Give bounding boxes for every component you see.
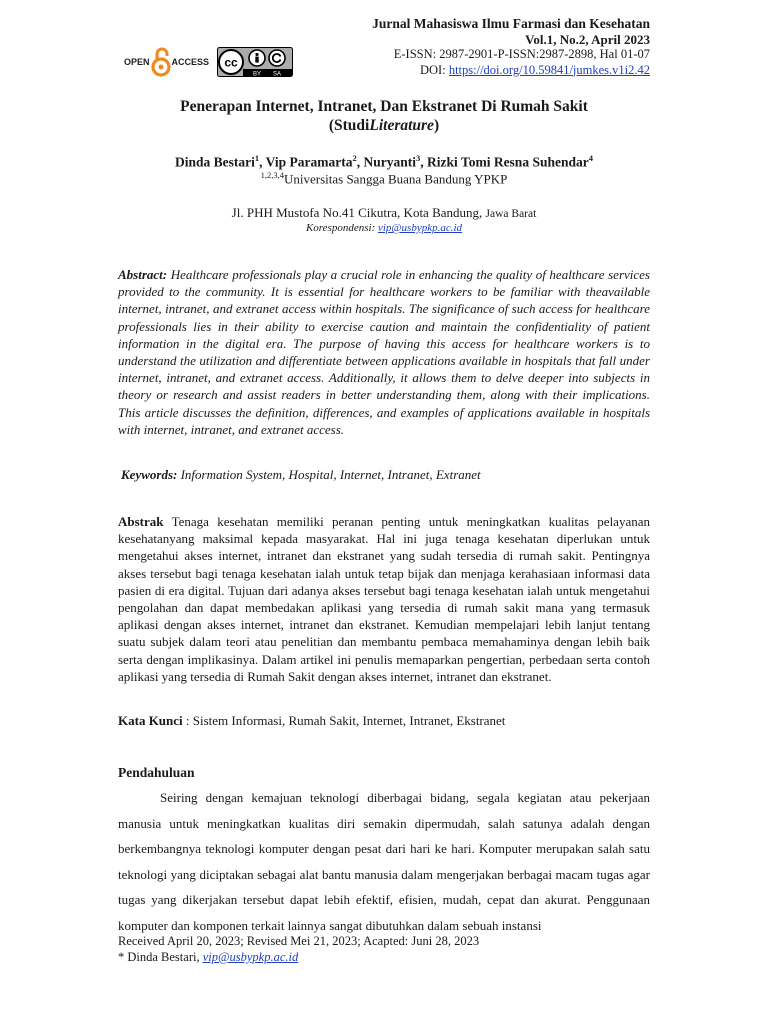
keywords-indonesian [118,713,650,729]
keywords-indonesian-label: Kata Kunci [118,713,183,728]
author-2-sup: 2 [352,153,357,163]
abstract-indonesian-text: Tenaga kesehatan memiliki peranan penting untuk meningkatkan kualitas pelayanan kesehatanyang maksimal kepada masyarakat. Hal ini juga tenaga kesehatan diperlukan untuk mengetahui akses internet, intranet dan ekstranet yang sudah tersedia di rumah sakit. Pentingnya akses tersebut bagi tenaga kesehatan ialah untuk tetap bijak dan menjaga kerahasiaan informasi data pasien di era digital. Tujuan dari adanya akses tersebut bagi tenaga kesehatan ialah untuk mengetahui pengolahan dan dapat membedakan aplikasi yang tersedia di rumah sakit mana yang termasuk aplikasi dengan akses internet, intranet dan ekstranet. Kemudian mempelajari lebih lanjut tentang suatu subjek dalam teori atau penelitian dan membantu pembaca memahaminya dengan lebih baik serta dengan implikasinya. Dalam artikel ini penulis memaparkan pengertian, perbedaan serta contoh aplikasi yang tersedia di Rumah Sakit dengan akses internet, intranet dan ekstranet. [118,514,650,684]
author-1: Dinda Bestari [175,154,255,170]
cc-by-label: BY [253,71,262,77]
abstract-english-label: Abstract: [118,267,168,282]
author-1-sup: 1 [254,153,260,163]
abstract-indonesian-label: Abstrak [118,514,164,529]
author-4: , Rizki Tomi Resna Suhendar [420,154,589,170]
title-italic: Literature [369,117,434,134]
correspondence-label: Korespondensi: [305,222,378,234]
address-main: Jl. PHH Mustofa No.41 Cikutra, Kota Bandung, [231,205,486,220]
cc-sa-label: SA [273,71,282,77]
open-access-left: OPEN [124,57,150,67]
journal-doi [372,63,650,79]
author-footnote [118,950,298,965]
keywords-english-label: Keywords: [121,467,178,482]
paper-title [0,97,768,135]
license-logos [124,46,293,78]
title-suffix: ) [433,117,440,134]
keywords-english-text: Information System, Hospital, Internet, Intranet, Extranet [177,467,481,482]
doi-label: DOI: [420,62,449,77]
affiliation-text: Universitas Sangga Buana Bandung YPKP [283,171,508,187]
title-line-1: Penerapan Internet, Intranet, Dan Ekstranet Di Rumah Sakit [180,98,588,115]
open-access-right: ACCESS [171,57,210,67]
received-dates: Received April 20, 2023; Revised Mei 21, 2023; Acapted: Juni 28, 2023 [118,934,480,948]
section-heading: Pendahuluan [118,765,195,780]
affiliation-sup: 1,2,3,4 [260,170,284,180]
abstract-english-text: Healthcare professionals play a crucial role in enhancing the quality of healthcare services provided to the community. It is essential for healthcare workers to be familiar with theavailable internet, intranet, and extranet access within hospitals. The significance of such access for healthcare professionals lies in their ability to exercise caution and maintain the confidentiality of patient information in the digital era. The purpose of having this access for healthcare workers is to understand the utilization and differentiate between applications available in hospitals that fall under internet, intranet, and extranet access. Additionally, it allows them to delve deeper into subjects in theory or research and assist readers in better understanding them, along with their implications. This article discusses the definition, differences, and examples of applications available in hospitals with internet, intranet, and extranet access. [118,267,650,437]
affiliation [0,170,768,187]
journal-issn: E-ISSN: 2987-2901-P-ISSN:2987-2898, Hal 01-07 [393,47,650,61]
address [0,205,768,221]
footnote-email-link[interactable]: vip@usbypkp.ac.id [202,950,299,964]
title-line-2 [0,116,768,135]
author-3-sup: 3 [416,153,421,163]
cc-by-sa-icon [217,47,293,77]
journal-volume: Vol.1, No.2, April 2023 [525,31,650,47]
keywords-english [121,467,653,483]
open-access-lock-icon [151,47,171,77]
correspondence-email-link[interactable]: vip@usbypkp.ac.id [377,222,463,234]
author-2: , Vip Paramarta [259,154,353,170]
journal-header [372,16,650,78]
svg-text:cc: cc [224,55,238,70]
address-region: Jawa Barat [485,208,537,220]
author-3: , Nuryanti [356,154,417,170]
keywords-indonesian-text: : Sistem Informasi, Rumah Sakit, Internet, Intranet, Ekstranet [182,713,506,728]
abstract-indonesian [118,513,650,685]
author-4-sup: 4 [588,153,593,163]
section-body: Seiring dengan kemajuan teknologi diberbagai bidang, segala kegiatan atau pekerjaan manusia untuk meningkatkan kualitas diri semakin dipermudah, salah satunya adalah dengan berkembangnya teknologi komputer dengan pesat dari hari ke hari. Komputer merupakan salah satu teknologi yang diciptakan sebagai alat bantu manusia dalam mengerjakan berbagai macam tugas agar tugas yang dikerjakan tersebut dapat lebih efektif, efisien, mudah, cepat dan akurat. Penggunaan komputer dan komponen terkait lainnya sangat dibutuhkan dalam sebuah instansi [118,790,650,933]
journal-name: Jurnal Mahasiswa Ilmu Farmasi dan Kesehatan [372,16,650,31]
abstract-english [118,266,650,438]
title-prefix: (Studi [328,117,370,134]
footnote-prefix: * Dinda Bestari, [118,950,203,964]
author-list [0,153,768,171]
correspondence [0,222,768,234]
doi-link[interactable]: https://doi.org/10.59841/jumkes.v1i2.42 [448,62,650,77]
open-access-logo [124,47,209,77]
